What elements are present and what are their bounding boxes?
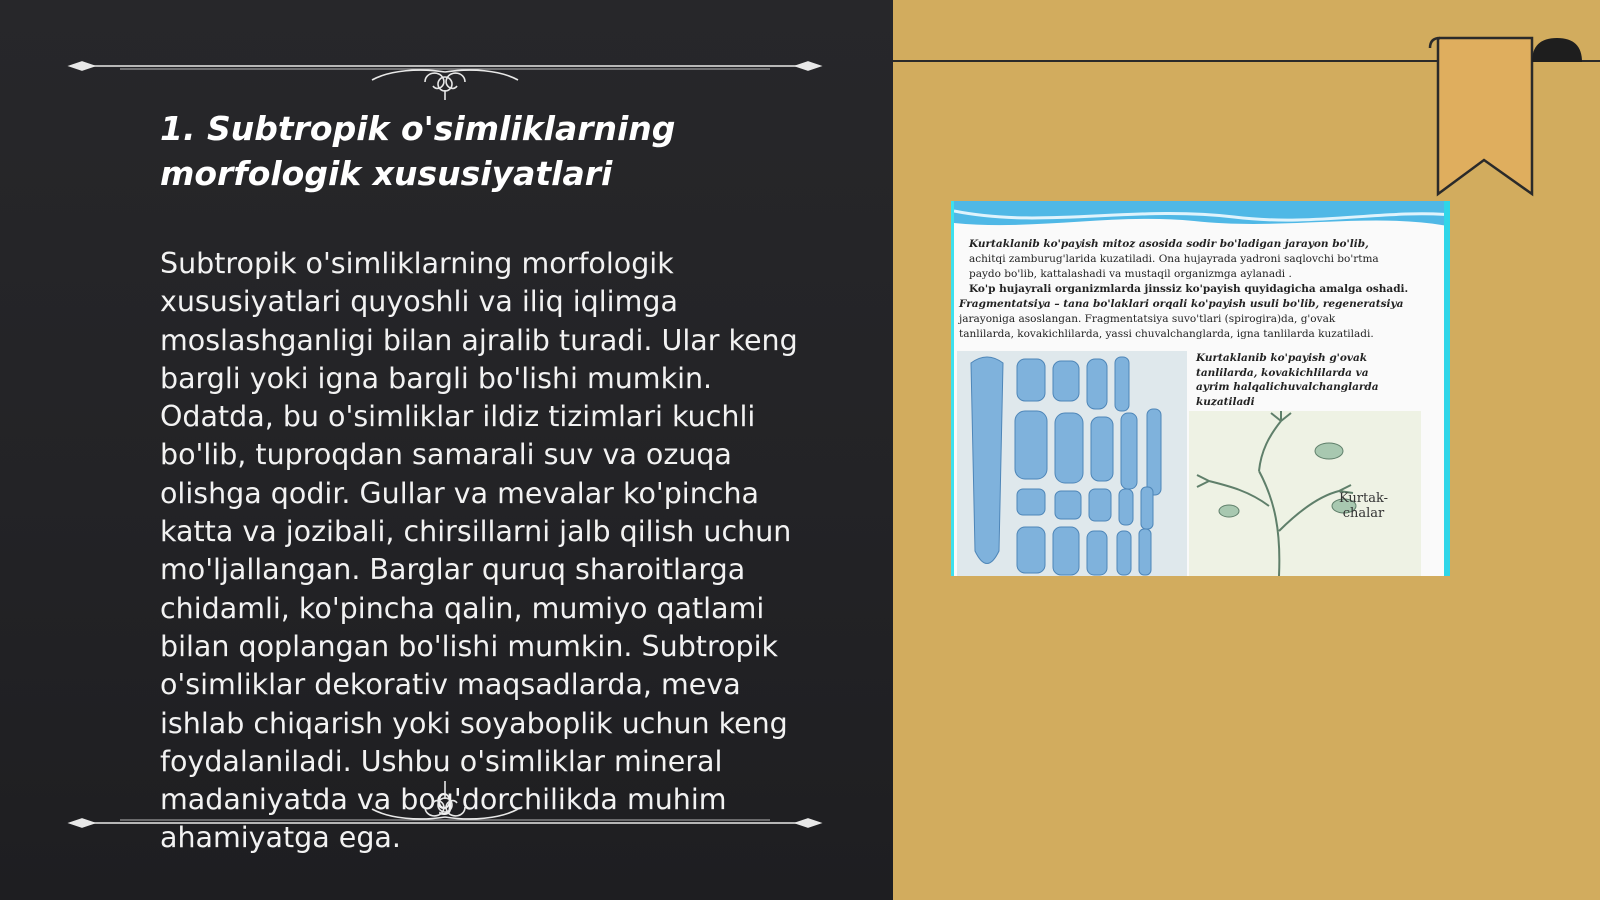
figure-text-line: jarayoniga asoslangan. Fragmentatsiya suvo'tlari (spirogira)da, g'ovak xyxy=(959,313,1336,325)
title-line: 1. Subtropik o'simliklarning xyxy=(160,109,676,148)
body-line: ahamiyatga ega. xyxy=(160,821,401,855)
body-line: xususiyatlari quyoshli va iliq iqlimga xyxy=(160,285,678,319)
body-line: madaniyatda va bog'dorchilikda muhim xyxy=(160,783,727,817)
top-ornament-divider xyxy=(60,40,830,100)
figure-description xyxy=(959,237,1439,342)
body-line: bo'lib, tuproqdan samarali suv va ozuqa xyxy=(160,438,732,472)
slide-body-text xyxy=(160,245,840,858)
body-line: foydalaniladi. Ushbu o'simliklar mineral xyxy=(160,744,723,778)
body-line: moslashganligi bilan ajralib turadi. Ular keng xyxy=(160,323,798,357)
body-line: bilan qoplangan bo'lishi mumkin. Subtropik xyxy=(160,629,778,663)
label-line: Kurtak- xyxy=(1339,491,1389,506)
body-line: mo'ljallangan. Barglar quruq sharoitlarga xyxy=(160,553,746,587)
label-line: chalar xyxy=(1342,506,1385,521)
title-line: morfologik xususiyatlari xyxy=(160,154,613,193)
hydra-budding-drawing xyxy=(1189,411,1421,576)
body-line: o'simliklar dekorativ maqsadlarda, meva xyxy=(160,668,741,702)
body-line: Odatda, bu o'simliklar ildiz tizimlari kuchli xyxy=(160,400,756,434)
figure-text-line: Fragmentatsiya – tana bo'laklari orqali ko'payish usuli bo'lib, regeneratsiya xyxy=(959,298,1404,310)
slide-title xyxy=(160,106,840,196)
figure-text-line: tanlilarda, kovakichlilarda, yassi chuvalchanglarda, igna tanlilarda kuzatiladi. xyxy=(959,328,1374,340)
caption-line: tanlilarda, kovakichlilarda va xyxy=(1196,366,1369,379)
body-line: bargli yoki igna bargli bo'lishi mumkin. xyxy=(160,361,713,395)
figure-caption xyxy=(1196,351,1386,409)
figure-text-line: Kurtaklanib ko'payish mitoz asosida sodir bo'ladigan jarayon bo'lib, xyxy=(969,238,1369,250)
figure-text-line: achitqi zamburug'larida kuzatiladi. Ona hujayrada yadroni saqlovchi bo'rtma xyxy=(969,253,1379,265)
body-line: olishga qodir. Gullar va mevalar ko'pincha xyxy=(160,476,759,510)
bookmark-ribbon-icon xyxy=(1400,20,1600,210)
body-line: Subtropik o'simliklarning morfologik xyxy=(160,247,674,280)
body-line: ishlab chiqarish yoki soyaboplik uchun keng xyxy=(160,706,788,740)
caption-line: kuzatiladi xyxy=(1196,395,1255,408)
caption-line: ayrim halqalichuvalchanglarda xyxy=(1196,381,1379,393)
body-line: katta va jozibali, chirsillarni jalb qilish uchun xyxy=(160,515,792,549)
figure-text-line: Ko'p hujayrali organizmlarda jinssiz ko'payish quyidagicha amalga oshadi. xyxy=(969,283,1409,295)
buds-label xyxy=(1339,491,1388,521)
caption-line: Kurtaklanib ko'payish g'ovak xyxy=(1196,352,1368,364)
fragmentation-stages-drawing xyxy=(957,351,1187,576)
bottom-ornament-divider xyxy=(60,775,830,835)
body-line: chidamli, ko'pincha qalin, mumiyo qatlami xyxy=(160,591,765,625)
figure-text-line: paydo bo'lib, kattalashadi va mustaqil organizmga aylanadi . xyxy=(969,268,1292,280)
wave-banner xyxy=(954,201,1450,241)
reproduction-illustration xyxy=(951,201,1450,576)
